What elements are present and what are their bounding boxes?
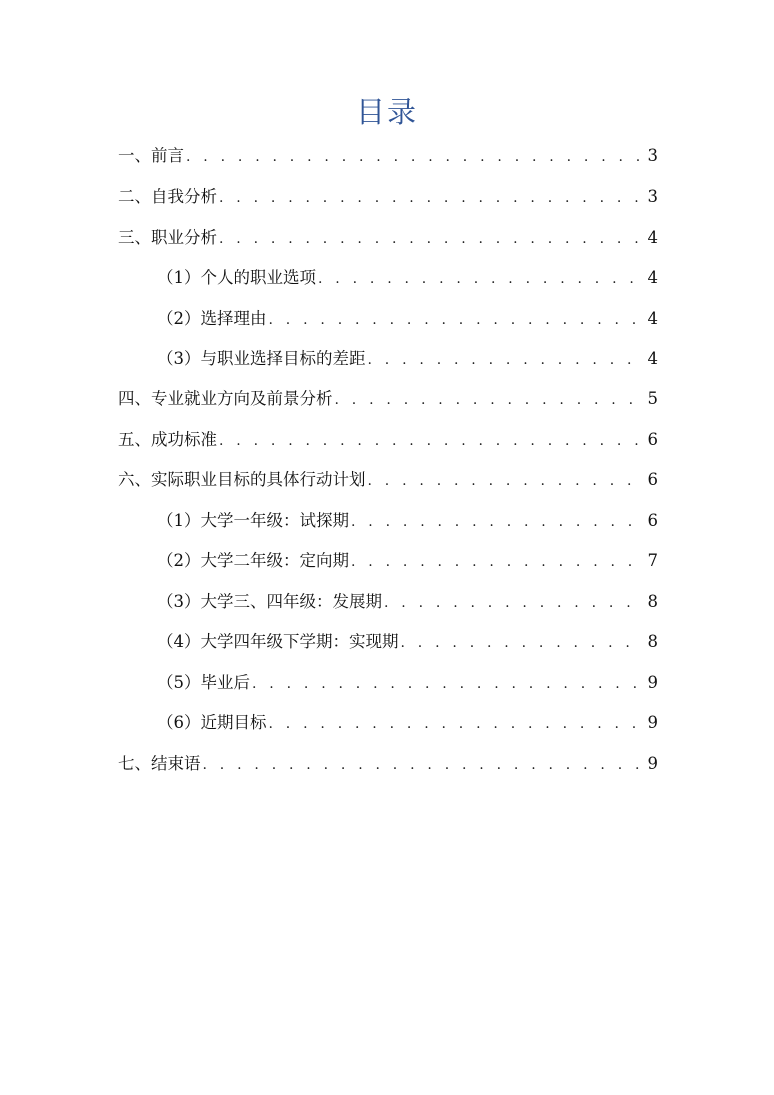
toc-dot-leader	[219, 428, 642, 454]
toc-subentry[interactable]	[157, 306, 658, 332]
toc-entry-label: （1）个人的职业选项	[157, 268, 316, 287]
toc-subentry[interactable]	[157, 670, 658, 696]
toc-dot-leader	[203, 752, 642, 778]
toc-entry-page: 6	[647, 470, 658, 489]
toc-dot-leader	[351, 509, 642, 535]
toc-subentry[interactable]	[157, 589, 658, 615]
toc-dot-leader	[351, 549, 642, 575]
toc-entry-page: 7	[647, 551, 658, 570]
toc-entry-label: 六、实际职业目标的具体行动计划	[118, 470, 366, 489]
toc-entry[interactable]	[118, 427, 658, 453]
toc-dot-leader	[252, 671, 642, 697]
toc-entry-page: 3	[647, 187, 658, 206]
toc-dot-leader	[269, 711, 642, 737]
toc-entry-page: 8	[647, 592, 658, 611]
toc-entry[interactable]	[118, 225, 658, 251]
toc-entry-label: （1）大学一年级：试探期	[157, 511, 349, 530]
toc-dot-leader	[219, 226, 642, 252]
toc-entry-label: 三、职业分析	[118, 228, 217, 247]
toc-subentry[interactable]	[157, 548, 658, 574]
toc-entry-page: 4	[647, 309, 658, 328]
toc-subentry[interactable]	[157, 265, 658, 291]
toc-subentry[interactable]	[157, 346, 658, 372]
toc-entry-label: （2）大学二年级：定向期	[157, 551, 349, 570]
toc-entry-page: 8	[647, 632, 658, 651]
toc-entry-page: 9	[647, 713, 658, 732]
toc-entry-label: 一、前言	[118, 146, 184, 165]
toc-entry[interactable]	[118, 467, 658, 493]
toc-dot-leader	[269, 307, 642, 333]
toc-subentry[interactable]	[157, 629, 658, 655]
toc-dot-leader	[384, 590, 642, 616]
toc-entry-label: 二、自我分析	[118, 187, 217, 206]
toc-entry-page: 6	[647, 511, 658, 530]
toc-entry-label: （3）与职业选择目标的差距	[157, 349, 366, 368]
toc-entry-label: （3）大学三、四年级：发展期	[157, 592, 382, 611]
toc-entry[interactable]	[118, 184, 658, 210]
toc-dot-leader	[368, 347, 642, 373]
toc-entry-label: 五、成功标准	[118, 430, 217, 449]
toc-dot-leader	[368, 468, 642, 494]
toc-entry-page: 4	[647, 228, 658, 247]
toc-entry-label: （4）大学四年级下学期：实现期	[157, 632, 399, 651]
toc-entry[interactable]	[118, 143, 658, 169]
toc-dot-leader	[335, 387, 642, 413]
toc-entry-label: （2）选择理由	[157, 309, 267, 328]
toc-entry-label: 七、结束语	[118, 754, 201, 773]
toc-subentry[interactable]	[157, 508, 658, 534]
toc-title: 目录	[355, 95, 418, 129]
toc-dot-leader	[318, 266, 642, 292]
toc-entry[interactable]	[118, 386, 658, 412]
toc-entry-page: 9	[647, 673, 658, 692]
toc-dot-leader	[219, 185, 642, 211]
toc-entry-page: 5	[647, 389, 658, 408]
toc-entry-page: 9	[647, 754, 658, 773]
toc-entry-page: 4	[647, 268, 658, 287]
toc-entry-label: （5）毕业后	[157, 673, 250, 692]
toc-entry-page: 4	[647, 349, 658, 368]
toc-entry-page: 6	[647, 430, 658, 449]
toc-entry-label: （6）近期目标	[157, 713, 267, 732]
toc-entry-page: 3	[647, 146, 658, 165]
toc-dot-leader	[401, 630, 642, 656]
toc-subentry[interactable]	[157, 710, 658, 736]
toc-entry[interactable]	[118, 751, 658, 777]
toc-entry-label: 四、专业就业方向及前景分析	[118, 389, 333, 408]
toc-dot-leader	[186, 144, 642, 170]
